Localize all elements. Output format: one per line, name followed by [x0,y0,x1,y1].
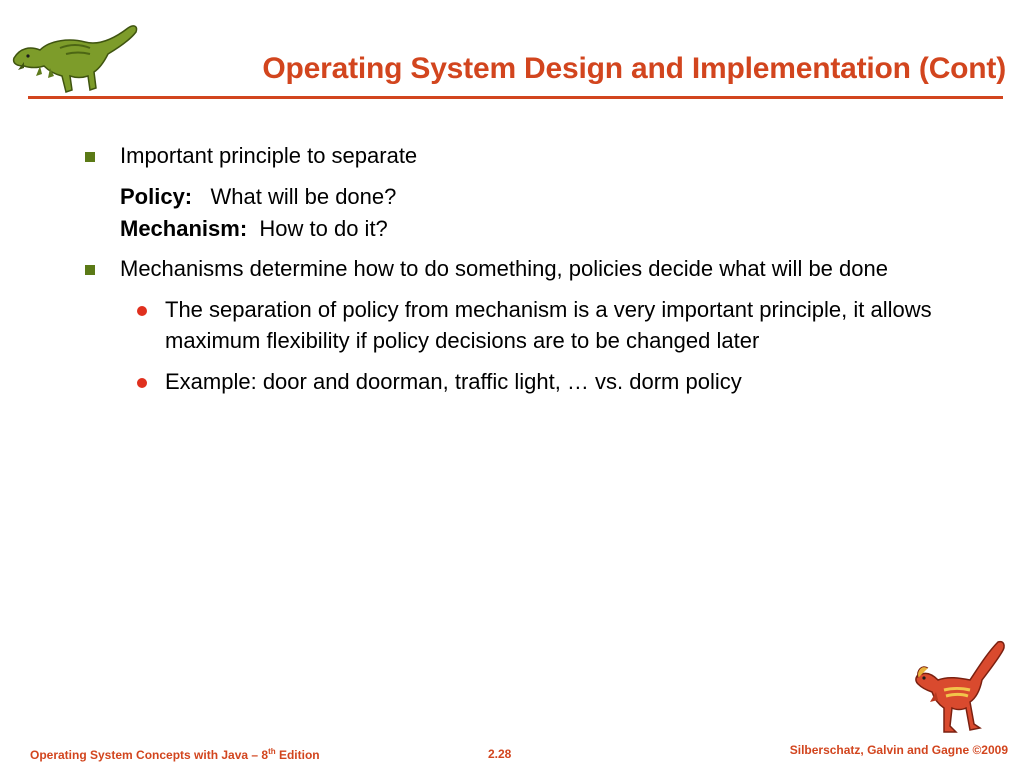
slide-title: Operating System Design and Implementation (Cont) [262,52,1006,85]
mechanism-line [120,213,932,245]
bullet-text: Mechanisms determine how to do something, policies decide what will be done [120,256,888,281]
footer [0,743,1024,763]
policy-mechanism-block [82,181,932,245]
sub-bullet-item [82,294,932,356]
policy-label: Policy: [120,184,193,209]
page-number: 2.28 [488,747,512,761]
mechanism-label: Mechanism: [120,216,248,241]
round-bullet-icon [137,306,147,316]
bullet-text: Important principle to separate [120,143,418,168]
footer-book-title [30,747,320,762]
green-dinosaur-icon [10,18,140,96]
mechanism-text: How to do it? [259,216,388,241]
title-divider [28,96,1003,99]
footer-copyright: Silberschatz, Galvin and Gagne ©2009 [789,743,1008,757]
footer-book-suffix: Edition [275,748,320,762]
square-bullet-icon [85,265,95,275]
policy-line [120,181,932,213]
policy-text: What will be done? [210,184,397,209]
bullet-item [82,253,932,284]
sub-bullet-text: The separation of policy from mechanism is a very important principle, it allows maximum flexibility if policy decisions are to be changed later [165,297,932,353]
slide-body [82,140,932,407]
footer-book-prefix: Operating System Concepts with Java – 8 [30,748,269,762]
sub-bullet-text: Example: door and doorman, traffic light, … vs. dorm policy [165,369,742,394]
sub-bullet-item [82,366,932,397]
round-bullet-icon [137,378,147,388]
square-bullet-icon [85,152,95,162]
footer-edition-superscript: th [268,747,276,756]
red-dinosaur-icon [908,638,1008,740]
bullet-item [82,140,932,171]
